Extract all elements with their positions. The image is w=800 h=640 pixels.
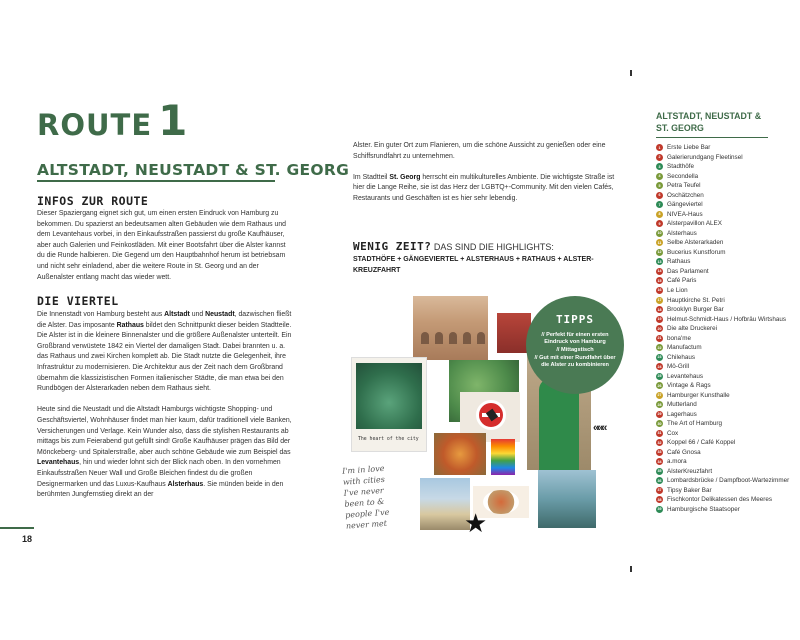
stop-label: Le Lion xyxy=(667,286,688,294)
stop-label: Lagerhaus xyxy=(667,410,697,418)
stop-number-badge: 31 xyxy=(657,431,662,436)
tipps-line-1: // Perfekt für einen ersten Eindruck von Hamburg xyxy=(541,332,609,345)
middle-paragraph-1: Alster. Ein guter Ort zum Flanieren, um die schöne Aussicht zu genießen oder eine Schiffsrundfahrt zu unternehmen. xyxy=(353,142,606,160)
list-item xyxy=(656,505,786,515)
stop-label: Gängeviertel xyxy=(667,201,703,209)
stop-label: Das Parlament xyxy=(667,267,709,275)
stop-number-badge: 13 xyxy=(657,259,662,264)
stop-label: Chilehaus xyxy=(667,353,696,361)
wenig-zeit-heading xyxy=(353,240,554,253)
list-item xyxy=(656,438,786,448)
list-item xyxy=(656,352,786,362)
list-item xyxy=(656,362,786,372)
list-item xyxy=(656,248,786,258)
list-item xyxy=(656,200,786,210)
stop-label: Café Gnosa xyxy=(667,448,701,456)
polaroid-photo xyxy=(351,357,427,452)
tipps-heading: TIPPS xyxy=(555,313,595,326)
list-item xyxy=(656,381,786,391)
stop-number-badge: 26 xyxy=(657,383,662,388)
stop-label: Galerierundgang Fleetinsel xyxy=(667,153,743,161)
stop-label: Die alte Druckerei xyxy=(667,325,718,333)
stop-label: bona'me xyxy=(667,334,691,342)
stop-label: Vintage & Rags xyxy=(667,382,711,390)
viertel-paragraph-1: Die Innenstadt von Hamburg besteht aus Altstadt und Neustadt, dazwischen fließt die Alster. Das imposante Rathaus bildet den Schnittpunkt dieser beiden Stadtteile. Die Alster ist in die kleinere Binnenalster und die größere Außenalster unterteilt. Ein Großbrand verwüstete 1842 ein Viertel der damaligen Stadt. Dabei brannten u. a. das Rathaus und zwei Kirchen komplett ab. Die Stadt nutzte die Gelegenheit, ihre Infrastruktur zu modernisieren. Die Architektur aus der Zeit nach dem Großbrand übernahm die klassizistischen Formen italienischer Städte, die man etwa bei den Rundbögen der Alsterarkaden neben dem Rathaus sieht. xyxy=(37,311,292,393)
list-item xyxy=(656,153,786,163)
list-item xyxy=(656,448,786,458)
list-item xyxy=(656,419,786,429)
stop-number-badge: 2 xyxy=(656,154,663,161)
photo-lake xyxy=(420,478,470,530)
list-item xyxy=(656,409,786,419)
stop-number-badge: 23 xyxy=(657,355,662,360)
list-item xyxy=(656,428,786,438)
photo-food-bowl xyxy=(434,433,486,475)
list-item xyxy=(656,238,786,248)
stop-label: Levantehaus xyxy=(667,372,704,380)
wenig-zeit-sub: DAS SIND DIE HIGHLIGHTS: xyxy=(431,242,554,252)
stop-label: Mö-Grill xyxy=(667,363,690,371)
middle-text xyxy=(353,141,615,215)
route-number: 1 xyxy=(158,96,189,145)
stop-number-badge: 7 xyxy=(656,201,663,208)
list-item xyxy=(656,143,786,153)
list-item xyxy=(656,457,786,467)
stop-number-badge: 39 xyxy=(657,507,662,512)
list-item xyxy=(656,486,786,496)
stop-label: Brooklyn Burger Bar xyxy=(667,306,724,314)
list-item xyxy=(656,343,786,353)
stop-label: Café Paris xyxy=(667,277,697,285)
list-item xyxy=(656,314,786,324)
stop-number-badge: 3 xyxy=(656,163,663,170)
stop-number-badge: 28 xyxy=(657,402,662,407)
list-item xyxy=(656,191,786,201)
wenig-zeit-label: WENIG ZEIT? xyxy=(353,240,432,253)
stop-number-badge: 24 xyxy=(657,364,662,369)
stop-number-badge: 8 xyxy=(656,211,663,218)
stop-label: Selbe Alsterarkaden xyxy=(667,239,724,247)
crop-mark-top xyxy=(630,70,632,76)
list-item xyxy=(656,324,786,334)
stop-number-badge: 19 xyxy=(657,317,662,322)
tipps-line-3: // Gut mit einer Rundfahrt über die Alster zu kombinieren xyxy=(534,355,616,368)
stop-number-badge: 18 xyxy=(657,307,662,312)
stop-number-badge: 5 xyxy=(656,182,663,189)
subtitle-rule xyxy=(37,180,275,182)
list-item xyxy=(656,333,786,343)
stop-number-badge: 32 xyxy=(657,440,662,445)
list-item xyxy=(656,267,786,277)
stop-label: AlsterKreuzfahrt xyxy=(667,467,713,475)
stop-number-badge: 27 xyxy=(657,393,662,398)
stop-number-badge: 36 xyxy=(657,478,662,483)
stop-label: Mutterland xyxy=(667,401,697,409)
route-word: ROUTE xyxy=(37,108,153,142)
viertel-paragraph-2: Heute sind die Neustadt und die Altstadt Hamburgs wichtigste Shopping- und Geschäftsviertel, Wohnhäuser findet man hier kaum, dafür traditionell viele Banken, Versicherungen und Verlage. Kein Wunder also, dass die stylishen Restaurants ab mittags bis zum Feierabend gut gefüllt sind! Große Kaufhäuser prägen das Bild der Mönckeberg- und Spitalerstraße, aber auch schöne Gebäude wie zum Beispiel das Levantehaus, hin und wieder lohnt sich der Blick nach oben. In den vornehmen Einkaufsstraßen Neuer Wall und Große Bleichen findest du die großen Designermarken und das Luxus-Kaufhaus Alsterhaus. Sie münden beide in den berühmten Jungfernstieg direkt an der xyxy=(37,406,292,499)
chevrons-icon: ««« xyxy=(593,422,606,434)
infos-heading: INFOS ZUR ROUTE xyxy=(37,194,149,208)
list-item xyxy=(656,371,786,381)
tipps-line-2: // Mittagstisch xyxy=(556,347,594,353)
stop-number-badge: 1 xyxy=(656,144,663,151)
stop-number-badge: 21 xyxy=(657,336,662,341)
handwritten-note: I'm in love with cities I've never been to & people I've never met xyxy=(341,463,390,531)
crop-mark-bottom xyxy=(630,566,632,572)
stop-label: Alsterhaus xyxy=(667,229,697,237)
list-item xyxy=(656,257,786,267)
stop-number-badge: 16 xyxy=(657,288,662,293)
stop-label: Tipsy Baker Bar xyxy=(667,486,712,494)
list-item xyxy=(656,476,790,486)
stop-label: The Art of Hamburg xyxy=(667,420,722,428)
stop-number-badge: 34 xyxy=(657,459,662,464)
stop-number-badge: 14 xyxy=(657,269,662,274)
stop-number-badge: 6 xyxy=(656,192,663,199)
list-item xyxy=(656,495,786,505)
list-item xyxy=(656,390,786,400)
stop-number-badge: 33 xyxy=(657,450,662,455)
list-item xyxy=(656,286,786,296)
stop-label: Secondella xyxy=(667,172,699,180)
list-item xyxy=(656,276,786,286)
stop-label: Erste Liebe Bar xyxy=(667,144,711,152)
middle-paragraph-2: Im Stadtteil St. Georg herrscht ein multikulturelles Ambiente. Die wichtigste Straße ist hier die Lange Reihe, sie ist das Herz der LGBTQ+-Community. Mit den vielen Cafés, Restaurants und Geschäften ist es hier sehr lebendig. xyxy=(353,173,615,202)
stop-label: Manufactum xyxy=(667,344,702,352)
stop-number-badge: 38 xyxy=(657,497,662,502)
list-item xyxy=(656,219,786,229)
list-item xyxy=(656,400,786,410)
stops-list xyxy=(656,143,790,514)
stop-label: Koppel 66 / Café Koppel xyxy=(667,439,736,447)
list-item xyxy=(656,210,786,220)
stop-number-badge: 30 xyxy=(657,421,662,426)
polaroid-image-fountain xyxy=(356,363,422,429)
stop-number-badge: 10 xyxy=(657,231,662,236)
stop-label: Petra Teufel xyxy=(667,182,701,190)
stop-number-badge: 35 xyxy=(657,469,662,474)
stop-label: Cox xyxy=(667,429,679,437)
list-item xyxy=(656,305,786,315)
stop-number-badge: 17 xyxy=(657,298,662,302)
stops-list-rule xyxy=(656,137,768,138)
stop-label: Hamburger Kunsthalle xyxy=(667,391,730,399)
stop-label: Helmut-Schmidt-Haus / Hofbräu Wirtshaus xyxy=(667,315,786,323)
stops-list-title: ALTSTADT, NEUSTADT & ST. GEORG xyxy=(656,111,762,133)
stop-label: Oschätzchen xyxy=(667,191,704,199)
stop-number-badge: 4 xyxy=(656,173,663,180)
list-item xyxy=(656,229,786,239)
stop-label: NIVEA-Haus xyxy=(667,210,703,218)
stop-label: Hamburgische Staatsoper xyxy=(667,505,740,513)
page-number: 18 xyxy=(22,534,33,544)
page-number-rule xyxy=(0,527,34,529)
route-subtitle: ALTSTADT, NEUSTADT & ST. GEORG xyxy=(37,161,350,179)
stop-number-badge: 12 xyxy=(657,250,662,255)
list-item xyxy=(656,172,786,182)
list-item xyxy=(656,467,786,477)
list-item xyxy=(656,295,786,305)
star-icon: ★ xyxy=(464,508,488,538)
stop-number-badge: 11 xyxy=(657,240,662,245)
list-item xyxy=(656,162,786,172)
infos-text: Dieser Spaziergang eignet sich gut, um einen ersten Eindruck von Hamburg zu bekommen. Du spazierst an bedeutsamen alten Gebäuden wie dem Rathaus und dem Levantehaus vorbei, in den Einkaufsstraßen passierst du große Kaufhäuser, aber auch Galerien und Feinkostläden. Mit einer Bootsfahrt über die Alster kannst du die Runde halbieren. Die Gegend um den Hauptbahnhof herum ist betriebsam und nicht sehr einladend, aber die weitere Route in St. Georg und an der Außenalster entlang macht das wieder wett. xyxy=(37,210,286,281)
route-title xyxy=(37,96,188,145)
photo-statue xyxy=(538,470,596,528)
stop-label: Bucerius Kunstforum xyxy=(667,248,726,256)
stop-label: Stadthöfe xyxy=(667,163,694,171)
highlights-list: STADTHÖFE + GÄNGEVIERTEL + ALSTERHAUS + RATHAUS + ALSTER-KREUZFAHRT xyxy=(353,256,594,274)
stop-label: a.mora xyxy=(667,458,687,466)
photo-building xyxy=(413,296,488,360)
photo-rainbow-flag xyxy=(491,439,515,475)
stop-label: Rathaus xyxy=(667,258,691,266)
stop-label: Lombardsbrücke / Dampfboot-Wartezimmer xyxy=(667,477,790,485)
stop-label: Fischkontor Delikatessen des Meeres xyxy=(667,496,772,504)
stop-number-badge: 37 xyxy=(657,488,662,493)
stop-number-badge: 15 xyxy=(657,278,662,283)
tipps-badge xyxy=(526,296,624,394)
polaroid-caption: The heart of the city xyxy=(358,437,419,442)
viertel-text xyxy=(37,310,295,511)
stop-number-badge: 29 xyxy=(657,412,662,417)
stop-number-badge: 20 xyxy=(657,326,662,331)
list-item xyxy=(656,181,786,191)
stop-label: Hauptkirche St. Petri xyxy=(667,296,725,304)
stop-number-badge: 22 xyxy=(657,345,662,350)
stop-label: Alsterpavillon ALEX xyxy=(667,220,722,228)
stop-number-badge: 25 xyxy=(657,374,662,379)
stop-number-badge: 9 xyxy=(656,220,663,227)
viertel-heading: DIE VIERTEL xyxy=(37,294,119,308)
